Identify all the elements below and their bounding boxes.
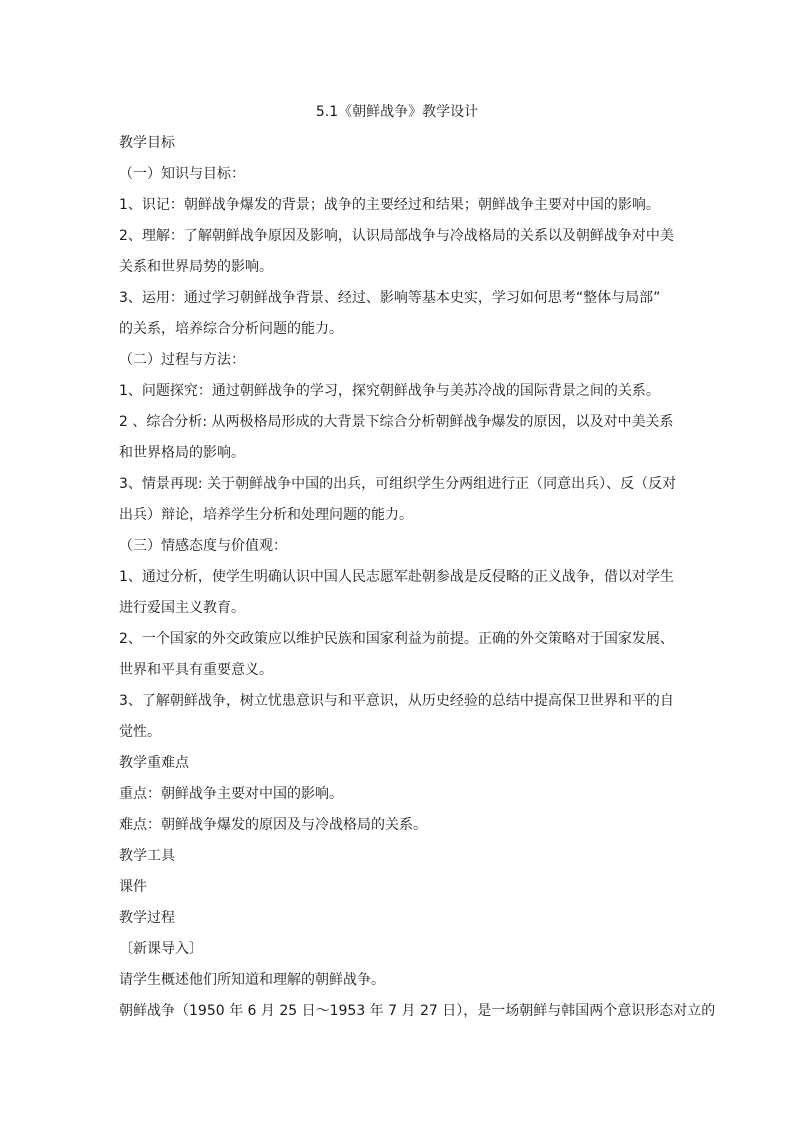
paragraph-line: 1、通过分析，使学生明确认识中国人民志愿军赴朝参战是反侵略的正义战争，借以对学生 [119, 569, 674, 585]
paragraph-line: 请学生概述他们所知道和理解的朝鲜战争。 [119, 972, 385, 988]
section-heading-tools: 教学工具 [119, 848, 175, 864]
paragraph-line: 3、运用：通过学习朝鲜战争背景、经过、影响等基本史实，学习如何思考“整体与局部” [119, 290, 661, 306]
paragraph-line: 出兵）辩论，培养学生分析和处理问题的能力。 [119, 507, 413, 523]
paragraph-line: 1、识记：朝鲜战争爆发的背景；战争的主要经过和结果；朝鲜战争主要对中国的影响。 [119, 197, 660, 213]
paragraph-line: 重点：朝鲜战争主要对中国的影响。 [119, 786, 343, 802]
paragraph-line: 难点：朝鲜战争爆发的原因及与冷战格局的关系。 [119, 817, 427, 833]
paragraph-line: 2、理解：了解朝鲜战争原因及影响，认识局部战争与冷战格局的关系以及朝鲜战争对中美 [119, 228, 674, 244]
paragraph-line: 2 、综合分析: 从两极格局形成的大背景下综合分析朝鲜战争爆发的原因，以及对中美关系 [119, 414, 674, 430]
paragraph-line: 和世界格局的影响。 [119, 445, 245, 461]
paragraph-line: 3、了解朝鲜战争，树立忧患意识与和平意识，从历史经验的总结中提高保卫世界和平的自 [119, 693, 674, 709]
paragraph-line: 进行爱国主义教育。 [119, 600, 245, 616]
section-heading-process: 教学过程 [119, 910, 175, 926]
paragraph-line: 觉性。 [119, 724, 161, 740]
paragraph-line: 关系和世界局势的影响。 [119, 259, 273, 275]
paragraph-line: 课件 [119, 879, 147, 895]
subheading-process: （二）过程与方法： [119, 352, 245, 368]
paragraph-line: 世界和平具有重要意义。 [119, 662, 273, 678]
section-heading-objectives: 教学目标 [119, 135, 175, 151]
paragraph-line: 朝鲜战争（1950 年 6 月 25 日～1953 年 7 月 27 日），是一场朝鲜与韩国两个意识形态对立的 [119, 1003, 716, 1019]
document-title: 5.1《朝鲜战争》教学设计 [315, 104, 479, 120]
subheading-knowledge: （一）知识与目标： [119, 166, 245, 182]
paragraph-line: 3、情景再现: 关于朝鲜战争中国的出兵，可组织学生分两组进行正（同意出兵）、反（反对 [119, 476, 677, 492]
paragraph-line: 2、一个国家的外交政策应以维护民族和国家利益为前提。正确的外交策略对于国家发展、 [119, 631, 674, 647]
paragraph-line: 的关系，培养综合分析问题的能力。 [119, 321, 343, 337]
subheading-intro: 〔新课导入〕 [119, 941, 203, 957]
subheading-values: （三）情感态度与价值观： [119, 538, 287, 554]
section-heading-key-points: 教学重难点 [119, 755, 189, 771]
paragraph-line: 1、问题探究：通过朝鲜战争的学习，探究朝鲜战争与美苏冷战的国际背景之间的关系。 [119, 383, 660, 399]
